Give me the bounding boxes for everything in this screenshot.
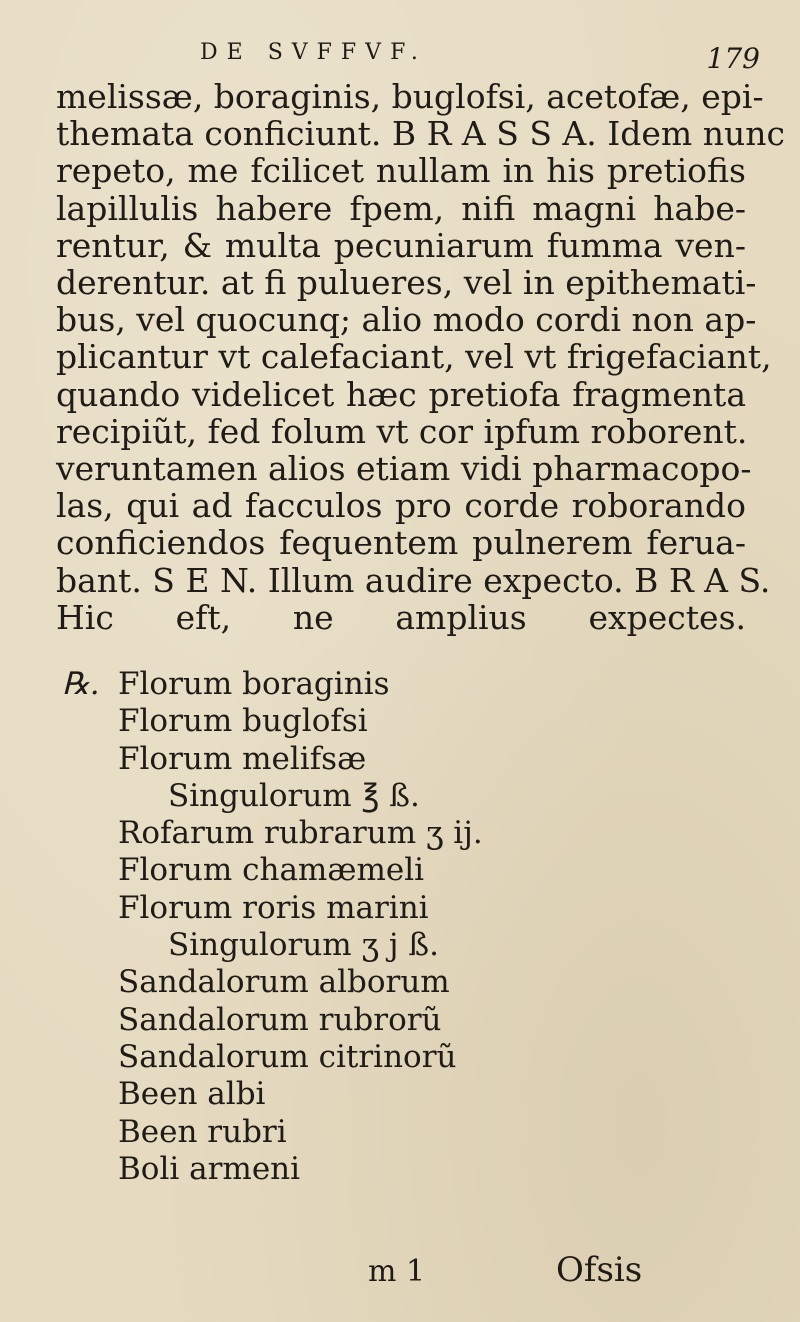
- recipe-item: [62, 666, 622, 703]
- body-text: [56, 77, 785, 637]
- recipe-item: [62, 852, 622, 889]
- recipe-item-text: Singulorum ʒ j ß.: [168, 927, 439, 964]
- recipe-item-text: Been rubri: [118, 1113, 287, 1150]
- body-line: derentur. at fi pulueres, vel in epithemati-: [56, 263, 757, 303]
- recipe-item: [62, 1002, 622, 1039]
- body-line: repeto, me fcilicet nullam in his pretiofis: [56, 151, 746, 191]
- recipe-item-text: Rofarum rubrarum ʒ ij.: [118, 815, 483, 852]
- recipe-item-text: Florum boraginis: [118, 666, 390, 702]
- body-line: conficiendos fequentem pulnerem feruа-: [56, 523, 746, 563]
- recipe-item-text: Sandalorum citrinorũ: [118, 1038, 457, 1075]
- recipe-item-text: Florum buglofsi: [118, 703, 368, 740]
- signature-mark: m 1: [368, 1254, 426, 1289]
- body-line: bant. S E N. Illum audire expecto. B R A S.: [56, 560, 771, 600]
- recipe-item-text: Florum melifsæ: [118, 740, 367, 777]
- recipe-list: [62, 666, 622, 1188]
- recipe-item-text: Been albi: [118, 1076, 266, 1113]
- recipe-item: [62, 1114, 622, 1151]
- body-line: lapillulis habere fpem, nifi magni habe-: [56, 188, 746, 228]
- recipe-item: [62, 927, 622, 964]
- recipe-item-text: Sandalorum alborum: [118, 964, 450, 1001]
- body-line: plicantur vt calefaciant, vel vt frigefaciant,: [56, 337, 772, 377]
- recipe-item-text: Singulorum ℥ ß.: [168, 777, 420, 814]
- recipe-item: [62, 778, 622, 815]
- running-head: DE SVFFVF.: [200, 40, 427, 65]
- recipe-item: [62, 890, 622, 927]
- recipe-symbol: ℞.: [62, 666, 100, 702]
- recipe-item-text: Boli armeni: [118, 1150, 301, 1187]
- body-line: las, qui ad facculos pro corde roborando: [56, 486, 746, 526]
- body-line: quando videlicet hæc pretiofa fragmenta: [56, 374, 746, 414]
- body-line: bus, vel quocunq; alio modo cordi non ap-: [56, 300, 757, 340]
- recipe-item-text: Florum roris marini: [118, 889, 429, 926]
- body-line: recipiũt, fed folum vt cor ipfum roborent.: [56, 411, 748, 451]
- recipe-item: [62, 1039, 622, 1076]
- body-line: themata conficiunt. B R A S S A. Idem nunc: [56, 114, 785, 154]
- body-line: veruntamen alios etiam vidi pharmacopo-: [56, 449, 752, 489]
- body-line: rentur, & multa pecuniarum fumma ven-: [56, 225, 746, 265]
- catchword: Ofsis: [556, 1250, 643, 1290]
- recipe-item: [62, 1151, 622, 1188]
- recipe-item: [62, 741, 622, 778]
- recipe-item: [62, 703, 622, 740]
- page-number: 179: [706, 42, 760, 75]
- recipe-item: [62, 815, 622, 852]
- page-header: [200, 36, 760, 75]
- recipe-item: [62, 964, 622, 1001]
- body-line: melissæ, boraginis, buglofsi, acetofæ, epi-: [56, 77, 764, 116]
- body-line: Hic eft, ne amplius expectes.: [56, 597, 746, 637]
- recipe-item-text: Sandalorum rubrorũ: [118, 1001, 442, 1038]
- recipe-item-text: Florum chamæmeli: [118, 852, 425, 889]
- recipe-item: [62, 1076, 622, 1113]
- page-footer: [368, 1250, 668, 1298]
